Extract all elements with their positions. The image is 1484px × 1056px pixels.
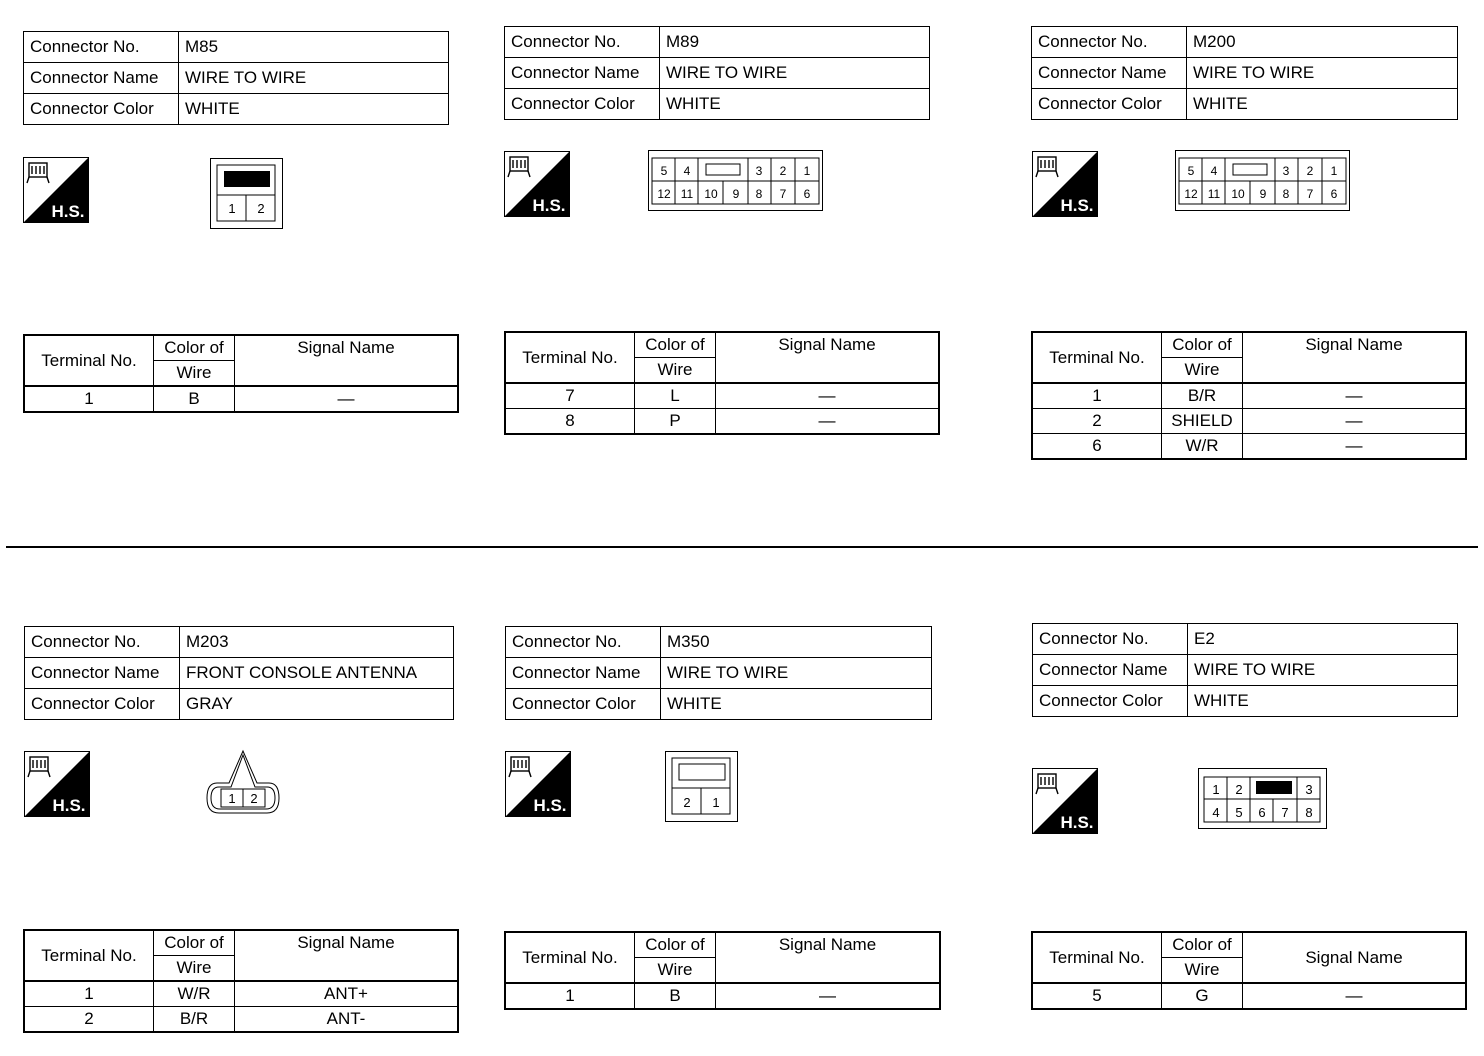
connector-color-value: WHITE [1187, 89, 1458, 120]
pin-4: 4 [683, 164, 691, 178]
signal-name-header: Signal Name [1243, 932, 1467, 983]
wire-cell: W/R [1162, 434, 1243, 460]
section-divider [6, 546, 1478, 548]
signal-cell: — [716, 983, 941, 1009]
wire-cell: B/R [154, 1007, 235, 1033]
color-of-header: Color of [1162, 332, 1243, 358]
connector-color-label: Connector Color [25, 689, 180, 720]
terminal-cell: 6 [1032, 434, 1162, 460]
pin-7: 7 [1306, 187, 1314, 201]
pin-1: 1 [1330, 164, 1338, 178]
pin-2: 2 [779, 164, 787, 178]
terminal-no-header: Terminal No. [505, 932, 635, 983]
pin-9: 9 [1259, 187, 1267, 201]
pin-8: 8 [1282, 187, 1290, 201]
connector-face-m200 [1175, 150, 1351, 212]
wire-cell: B/R [1162, 383, 1243, 409]
table-row [505, 983, 940, 1009]
connector-info-m203 [24, 626, 454, 720]
pin-11: 11 [1207, 187, 1221, 201]
connector-no-label: Connector No. [506, 627, 661, 658]
harness-side-icon [1032, 768, 1098, 834]
signal-cell: — [716, 383, 940, 409]
wire-cell: P [635, 409, 716, 435]
terminal-no-header: Terminal No. [24, 335, 154, 386]
connector-no-value: M89 [660, 27, 930, 58]
connector-color-value: WHITE [661, 689, 932, 720]
terminal-no-header: Terminal No. [505, 332, 635, 383]
wire-cell: G [1162, 983, 1243, 1009]
signal-name-header: Signal Name [1243, 332, 1467, 383]
terminal-table-m350 [504, 931, 941, 1010]
connector-name-label: Connector Name [505, 58, 660, 89]
connector-info-m89 [504, 26, 930, 120]
pin-1: 1 [803, 164, 811, 178]
color-of-header: Color of [635, 932, 716, 958]
pin-7: 7 [779, 187, 787, 201]
table-row [24, 386, 458, 412]
pin-11: 11 [680, 187, 694, 201]
color-of-header: Color of [154, 335, 235, 361]
pin-7: 7 [1281, 805, 1289, 820]
wire-cell: B [635, 983, 716, 1009]
harness-side-icon [504, 151, 570, 217]
hs-label: H.S. [533, 796, 567, 815]
terminal-table-m200 [1031, 331, 1467, 460]
connector-color-label: Connector Color [506, 689, 661, 720]
connector-info-m350 [505, 626, 932, 720]
table-row [1032, 983, 1466, 1009]
connector-name-label: Connector Name [506, 658, 661, 689]
pin-4: 4 [1210, 164, 1218, 178]
terminal-cell: 7 [505, 383, 635, 409]
pin-3: 3 [755, 164, 763, 178]
connector-name-value: WIRE TO WIRE [1187, 58, 1458, 89]
connector-no-value: M85 [179, 32, 449, 63]
connector-no-label: Connector No. [505, 27, 660, 58]
pin-1: 1 [228, 791, 236, 806]
wire-cell: L [635, 383, 716, 409]
connector-face-m203 [205, 749, 281, 817]
color-of-header: Color of [154, 930, 235, 956]
connector-no-value: E2 [1188, 624, 1458, 655]
terminal-cell: 2 [24, 1007, 154, 1033]
terminal-table-m89 [504, 331, 940, 435]
terminal-no-header: Terminal No. [1032, 332, 1162, 383]
pin-4: 4 [1212, 805, 1220, 820]
wire-header: Wire [1162, 958, 1243, 984]
connector-color-label: Connector Color [1032, 89, 1187, 120]
pin-1: 1 [228, 201, 236, 216]
signal-cell: — [1243, 983, 1467, 1009]
pin-8: 8 [1305, 805, 1313, 820]
connector-name-label: Connector Name [24, 63, 179, 94]
connector-no-value: M203 [180, 627, 454, 658]
table-row [1032, 383, 1466, 409]
connector-color-value: GRAY [180, 689, 454, 720]
connector-no-label: Connector No. [25, 627, 180, 658]
signal-cell: — [716, 409, 940, 435]
connector-no-label: Connector No. [1033, 624, 1188, 655]
signal-name-header: Signal Name [235, 930, 459, 981]
hs-label: H.S. [1060, 196, 1094, 215]
connector-color-label: Connector Color [24, 94, 179, 125]
terminal-cell: 1 [505, 983, 635, 1009]
terminal-cell: 8 [505, 409, 635, 435]
signal-name-header: Signal Name [716, 932, 941, 983]
signal-cell: ANT+ [235, 981, 459, 1007]
pin-12: 12 [657, 187, 671, 201]
color-of-header: Color of [1162, 932, 1243, 958]
wire-header: Wire [635, 358, 716, 384]
signal-name-header: Signal Name [235, 335, 459, 386]
signal-cell: — [235, 386, 459, 412]
wire-header: Wire [635, 958, 716, 984]
connector-no-label: Connector No. [24, 32, 179, 63]
pin-9: 9 [732, 187, 740, 201]
connector-name-label: Connector Name [25, 658, 180, 689]
signal-cell: ANT- [235, 1007, 459, 1033]
signal-cell: — [1243, 383, 1467, 409]
terminal-table-e2 [1031, 931, 1467, 1010]
table-row [505, 409, 939, 435]
hs-label: H.S. [532, 196, 566, 215]
pin-12: 12 [1184, 187, 1198, 201]
hs-label: H.S. [52, 796, 86, 815]
connector-info-m200 [1031, 26, 1458, 120]
table-row [24, 1007, 458, 1033]
signal-cell: — [1243, 434, 1467, 460]
pin-6: 6 [1330, 187, 1338, 201]
signal-cell: — [1243, 409, 1467, 434]
connector-info-e2 [1032, 623, 1458, 717]
pin-3: 3 [1305, 782, 1313, 797]
pin-2: 2 [1235, 782, 1243, 797]
harness-side-icon [23, 157, 89, 223]
connector-no-label: Connector No. [1032, 27, 1187, 58]
signal-name-header: Signal Name [716, 332, 940, 383]
hs-label: H.S. [51, 202, 85, 221]
terminal-cell: 1 [24, 981, 154, 1007]
terminal-no-header: Terminal No. [24, 930, 154, 981]
table-row [1032, 409, 1466, 434]
pin-3: 3 [1282, 164, 1290, 178]
wire-header: Wire [154, 361, 235, 387]
connector-color-label: Connector Color [1033, 686, 1188, 717]
terminal-cell: 5 [1032, 983, 1162, 1009]
harness-side-icon [24, 751, 90, 817]
connector-name-value: FRONT CONSOLE ANTENNA [180, 658, 454, 689]
pin-2: 2 [250, 791, 258, 806]
connector-face-m85 [210, 158, 284, 230]
pin-5: 5 [660, 164, 668, 178]
terminal-cell: 1 [24, 386, 154, 412]
table-row [24, 981, 458, 1007]
connector-face-m350 [665, 751, 739, 823]
wire-header: Wire [154, 956, 235, 982]
connector-face-e2 [1198, 768, 1328, 830]
wire-header: Wire [1162, 358, 1243, 384]
color-of-header: Color of [635, 332, 716, 358]
terminal-table-m85 [23, 334, 459, 413]
pin-6: 6 [1258, 805, 1266, 820]
table-row [505, 383, 939, 409]
connector-name-value: WIRE TO WIRE [1188, 655, 1458, 686]
pin-5: 5 [1187, 164, 1195, 178]
pin-8: 8 [755, 187, 763, 201]
connector-color-value: WHITE [1188, 686, 1458, 717]
connector-name-value: WIRE TO WIRE [179, 63, 449, 94]
pin-1: 1 [712, 795, 720, 810]
table-row [1032, 434, 1466, 460]
wire-cell: B [154, 386, 235, 412]
connector-name-label: Connector Name [1032, 58, 1187, 89]
connector-color-label: Connector Color [505, 89, 660, 120]
connector-info-m85 [23, 31, 449, 125]
wire-cell: SHIELD [1162, 409, 1243, 434]
connector-no-value: M200 [1187, 27, 1458, 58]
terminal-cell: 2 [1032, 409, 1162, 434]
wire-cell: W/R [154, 981, 235, 1007]
harness-side-icon [505, 751, 571, 817]
connector-no-value: M350 [661, 627, 932, 658]
pin-6: 6 [803, 187, 811, 201]
pin-10: 10 [1231, 187, 1245, 201]
terminal-cell: 1 [1032, 383, 1162, 409]
pin-2: 2 [1306, 164, 1314, 178]
pin-10: 10 [704, 187, 718, 201]
pin-2: 2 [683, 795, 691, 810]
terminal-table-m203 [23, 929, 459, 1033]
connector-name-value: WIRE TO WIRE [661, 658, 932, 689]
connector-color-value: WHITE [660, 89, 930, 120]
pin-5: 5 [1235, 805, 1243, 820]
terminal-no-header: Terminal No. [1032, 932, 1162, 983]
connector-name-label: Connector Name [1033, 655, 1188, 686]
connector-name-value: WIRE TO WIRE [660, 58, 930, 89]
pin-2: 2 [257, 201, 265, 216]
harness-side-icon [1032, 151, 1098, 217]
pin-1: 1 [1212, 782, 1220, 797]
hs-label: H.S. [1060, 813, 1094, 832]
connector-color-value: WHITE [179, 94, 449, 125]
connector-face-m89 [648, 150, 824, 212]
